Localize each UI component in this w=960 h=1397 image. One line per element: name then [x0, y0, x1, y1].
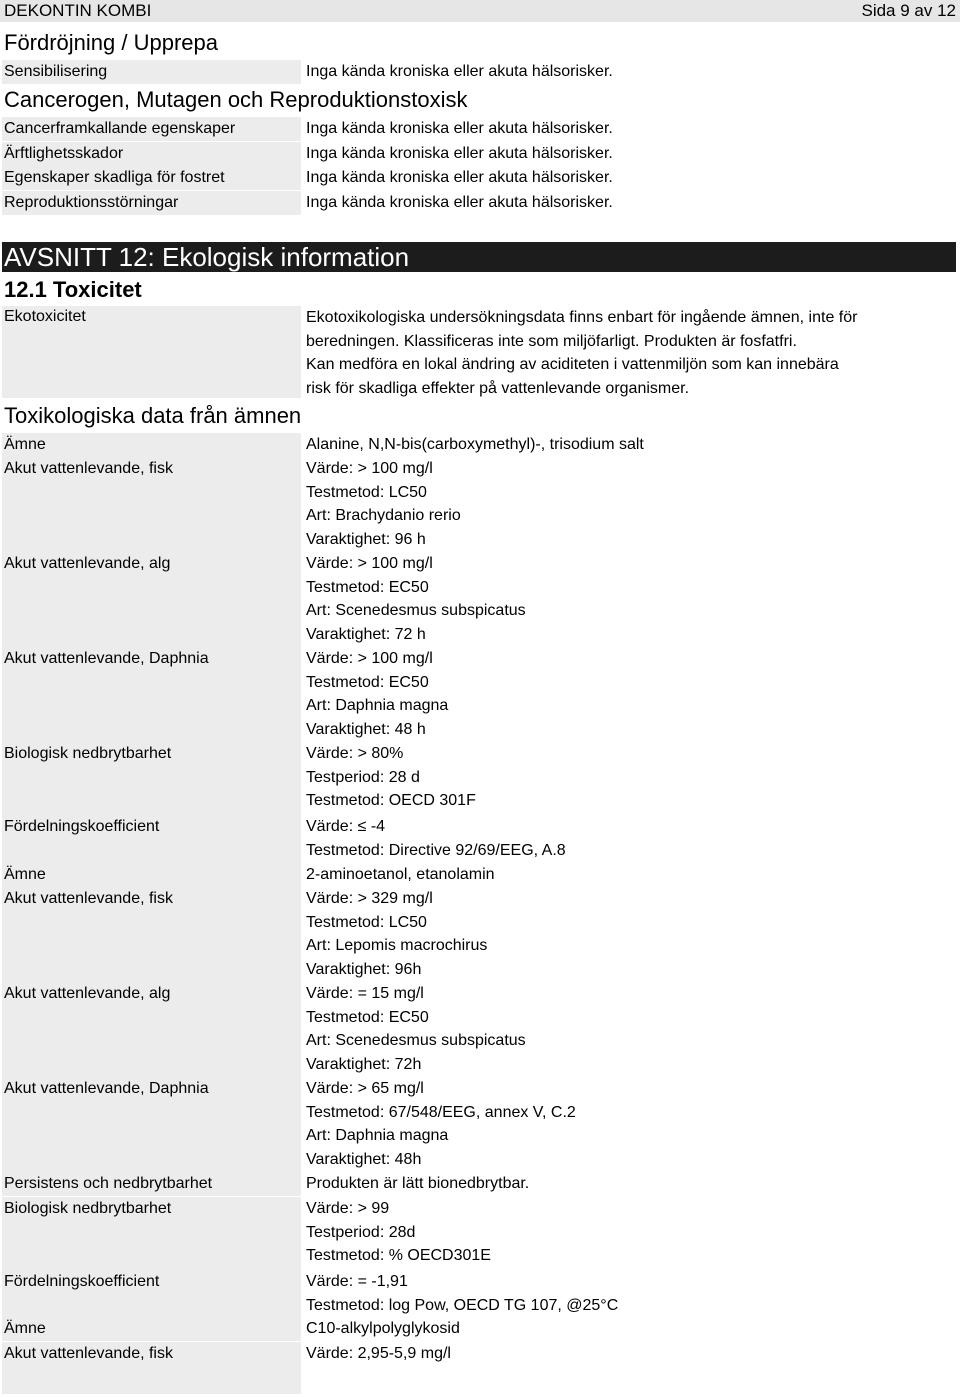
- tox-row-value-line: Testperiod: 28d: [306, 1223, 416, 1241]
- tox-row-values: [306, 982, 958, 1077]
- tox-row-values: [306, 742, 958, 813]
- tox-row-value-line: Värde: > 100 mg/l: [306, 555, 433, 572]
- ecotox-line: beredningen. Klassificeras inte som miljöfarligt. Produkten är fosfatfri.: [306, 332, 797, 350]
- row-label: Reproduktionsstörningar: [4, 194, 179, 211]
- tox-row-value-line: Testmetod: EC50: [306, 1008, 429, 1026]
- tox-row: [2, 647, 958, 742]
- sensibilisering-row: [2, 60, 958, 84]
- tox-row-label: Fördelningskoefficient: [4, 818, 160, 835]
- row-value: Inga kända kroniska eller akuta hälsorisker.: [306, 145, 613, 162]
- delayed-heading: Fördröjning / Upprepa: [4, 30, 219, 55]
- row-value: Inga kända kroniska eller akuta hälsorisker.: [306, 194, 613, 211]
- tox-row: [2, 1077, 958, 1172]
- row-label-cell: [2, 60, 301, 84]
- tox-row-value-line: Art: Lepomis macrochirus: [306, 937, 488, 955]
- tox-row-values: [306, 1172, 958, 1196]
- tox-row-value-line: Produkten är lätt bionedbrytbar.: [306, 1175, 530, 1192]
- ecotox-line: risk för skadliga effekter på vattenlevande organismer.: [306, 379, 690, 397]
- tox-data-heading: Toxikologiska data från ämnen: [4, 403, 302, 428]
- tox-row-value-line: Testmetod: EC50: [306, 578, 429, 596]
- section-12-title: AVSNITT 12: Ekologisk information: [4, 242, 410, 272]
- tox-row-label: Ämne: [4, 866, 46, 883]
- tox-row-label: Akut vattenlevande, Daphnia: [4, 650, 209, 667]
- tox-row-value-line: Varaktighet: 48 h: [306, 721, 426, 739]
- row-label: Egenskaper skadliga för fostret: [4, 169, 225, 186]
- tox-row-label-cell: [2, 647, 301, 742]
- tox-row-values: [306, 457, 958, 552]
- tox-row-label-cell: [2, 863, 301, 887]
- tox-row-value-line: Art: Daphnia magna: [306, 1127, 449, 1145]
- row-label-cell: [2, 117, 301, 141]
- tox-row-values: [306, 433, 958, 457]
- ecotox-line: Kan medföra en lokal ändring av aciditeten i vattenmiljön som kan innebära: [306, 356, 839, 373]
- tox-row: [2, 433, 958, 457]
- tox-row: [2, 457, 958, 552]
- tox-row-value-line: Testmetod: log Pow, OECD TG 107, @25°C: [306, 1296, 619, 1314]
- tox-row-label: Akut vattenlevande, fisk: [4, 1345, 173, 1362]
- tox-row-value-line: Värde: > 100 mg/l: [306, 650, 433, 667]
- tox-row-value-line: Värde: > 65 mg/l: [306, 1080, 424, 1097]
- cmr-heading: Cancerogen, Mutagen och Reproduktionstoxisk: [4, 87, 468, 112]
- tox-row-label: Akut vattenlevande, fisk: [4, 460, 173, 477]
- tox-row-value-line: Varaktighet: 96 h: [306, 531, 426, 549]
- row-value-cell: [306, 117, 958, 142]
- tox-row-value-line: Art: Daphnia magna: [306, 697, 449, 715]
- row-label: Sensibilisering: [4, 63, 108, 80]
- tox-row-label: Ämne: [4, 436, 46, 453]
- tox-row-label: Biologisk nedbrytbarhet: [4, 745, 172, 762]
- tox-row-value-line: Värde: > 100 mg/l: [306, 460, 433, 477]
- tox-row-value-line: Testmetod: 67/548/EEG, annex V, C.2: [306, 1103, 576, 1121]
- tox-row-label-cell: [2, 815, 301, 863]
- tox-row: [2, 742, 958, 815]
- tox-row-label-cell: [2, 1342, 301, 1394]
- tox-row-label-cell: [2, 887, 301, 982]
- page-number: Sida 9 av 12: [861, 1, 956, 20]
- page-header: [0, 0, 960, 22]
- tox-row-value-line: Varaktighet: 96h: [306, 961, 422, 979]
- tox-row: [2, 552, 958, 647]
- tox-row-value-line: Varaktighet: 72 h: [306, 626, 426, 644]
- row-value: Inga kända kroniska eller akuta hälsorisker.: [306, 63, 613, 80]
- tox-row-label: Persistens och nedbrytbarhet: [4, 1175, 213, 1192]
- document-title: DEKONTIN KOMBI: [4, 1, 152, 20]
- row-label-cell: [2, 166, 301, 190]
- row-label: Ärftlighetsskador: [4, 145, 124, 162]
- cmr-row: [2, 166, 958, 190]
- tox-row-label-cell: [2, 1172, 301, 1196]
- tox-row: [2, 1317, 958, 1341]
- tox-row-value-line: Varaktighet: 48h: [306, 1151, 422, 1169]
- tox-row-value-line: Värde: = 15 mg/l: [306, 985, 424, 1002]
- section-12-title-bar: [2, 242, 956, 272]
- toxicity-subheading: 12.1 Toxicitet: [4, 277, 142, 302]
- row-value-cell: [306, 191, 958, 216]
- tox-row-values: [306, 1342, 958, 1366]
- tox-row-label-cell: [2, 1270, 301, 1318]
- tox-row-label-cell: [2, 457, 301, 552]
- row-value-cell: [306, 142, 958, 167]
- tox-row-value-line: Testmetod: OECD 301F: [306, 792, 476, 810]
- tox-row-value-line: Testmetod: LC50: [306, 483, 427, 501]
- tox-row-label: Akut vattenlevande, fisk: [4, 890, 173, 907]
- row-value: Inga kända kroniska eller akuta hälsorisker.: [306, 120, 613, 137]
- tox-row-value-line: C10-alkylpolyglykosid: [306, 1320, 460, 1337]
- tox-row-label-cell: [2, 982, 301, 1077]
- tox-row-label: Fördelningskoefficient: [4, 1273, 160, 1290]
- tox-row: [2, 887, 958, 982]
- tox-row-label: Akut vattenlevande, Daphnia: [4, 1080, 209, 1097]
- cmr-row: [2, 191, 958, 215]
- tox-row-value-line: Testmetod: LC50: [306, 913, 427, 931]
- tox-row-label-cell: [2, 742, 301, 815]
- tox-row-label-cell: [2, 1197, 301, 1270]
- row-label-cell: [2, 191, 301, 215]
- tox-row-values: [306, 863, 958, 887]
- tox-row-values: [306, 887, 958, 982]
- row-value-cell: [306, 60, 958, 85]
- tox-row-value-line: Värde: 2,95-5,9 mg/l: [306, 1345, 451, 1362]
- tox-row-value-line: Alanine, N,N-bis(carboxymethyl)-, trisodium salt: [306, 436, 644, 453]
- tox-row-label: Akut vattenlevande, alg: [4, 555, 171, 572]
- tox-row: [2, 863, 958, 887]
- ecotox-label-cell: [2, 306, 301, 398]
- tox-row-value-line: Värde: > 99: [306, 1200, 390, 1217]
- tox-row-label-cell: [2, 552, 301, 647]
- tox-row-values: [306, 552, 958, 647]
- tox-row-value-line: Testmetod: EC50: [306, 673, 429, 691]
- tox-row-value-line: Testmetod: Directive 92/69/EEG, A.8: [306, 841, 566, 859]
- tox-row-values: [306, 1197, 958, 1268]
- tox-row: [2, 1342, 958, 1394]
- tox-row-value-line: Värde: > 329 mg/l: [306, 890, 433, 907]
- tox-row-value-line: Varaktighet: 72h: [306, 1056, 422, 1074]
- tox-row-label-cell: [2, 1317, 301, 1341]
- tox-row-label: Akut vattenlevande, alg: [4, 985, 171, 1002]
- tox-row-values: [306, 1270, 958, 1317]
- tox-row-label-cell: [2, 1077, 301, 1172]
- tox-row-value-line: Art: Scenedesmus subspicatus: [306, 1032, 526, 1050]
- tox-row-value-line: Värde: = -1,91: [306, 1273, 408, 1290]
- tox-row-label: Biologisk nedbrytbarhet: [4, 1200, 172, 1217]
- tox-row-values: [306, 815, 958, 862]
- tox-row-value-line: Testmetod: % OECD301E: [306, 1247, 491, 1265]
- tox-row-values: [306, 647, 958, 742]
- ecotox-description: [306, 306, 926, 400]
- tox-row: [2, 1197, 958, 1270]
- tox-row-value-line: Art: Brachydanio rerio: [306, 507, 461, 525]
- tox-row-value-line: Testperiod: 28 d: [306, 768, 420, 786]
- tox-row-values: [306, 1317, 958, 1341]
- tox-row-label-cell: [2, 433, 301, 457]
- tox-row-value-line: Art: Scenedesmus subspicatus: [306, 602, 526, 620]
- ecotox-line: Ekotoxikologiska undersökningsdata finns enbart för ingående ämnen, inte för: [306, 309, 858, 326]
- row-label-cell: [2, 142, 301, 166]
- tox-row-value-line: Värde: ≤ -4: [306, 818, 386, 835]
- cmr-row: [2, 142, 958, 166]
- ecotox-label: Ekotoxicitet: [4, 308, 86, 325]
- tox-row: [2, 1172, 958, 1196]
- tox-row: [2, 815, 958, 863]
- cmr-row: [2, 117, 958, 141]
- row-value-cell: [306, 166, 958, 191]
- tox-row-label: Ämne: [4, 1320, 46, 1337]
- tox-row-value-line: 2-aminoetanol, etanolamin: [306, 866, 495, 883]
- row-value: Inga kända kroniska eller akuta hälsorisker.: [306, 169, 613, 186]
- tox-row-value-line: Värde: > 80%: [306, 745, 404, 762]
- tox-row-values: [306, 1077, 958, 1172]
- tox-row: [2, 982, 958, 1077]
- row-label: Cancerframkallande egenskaper: [4, 120, 236, 137]
- tox-row: [2, 1270, 958, 1318]
